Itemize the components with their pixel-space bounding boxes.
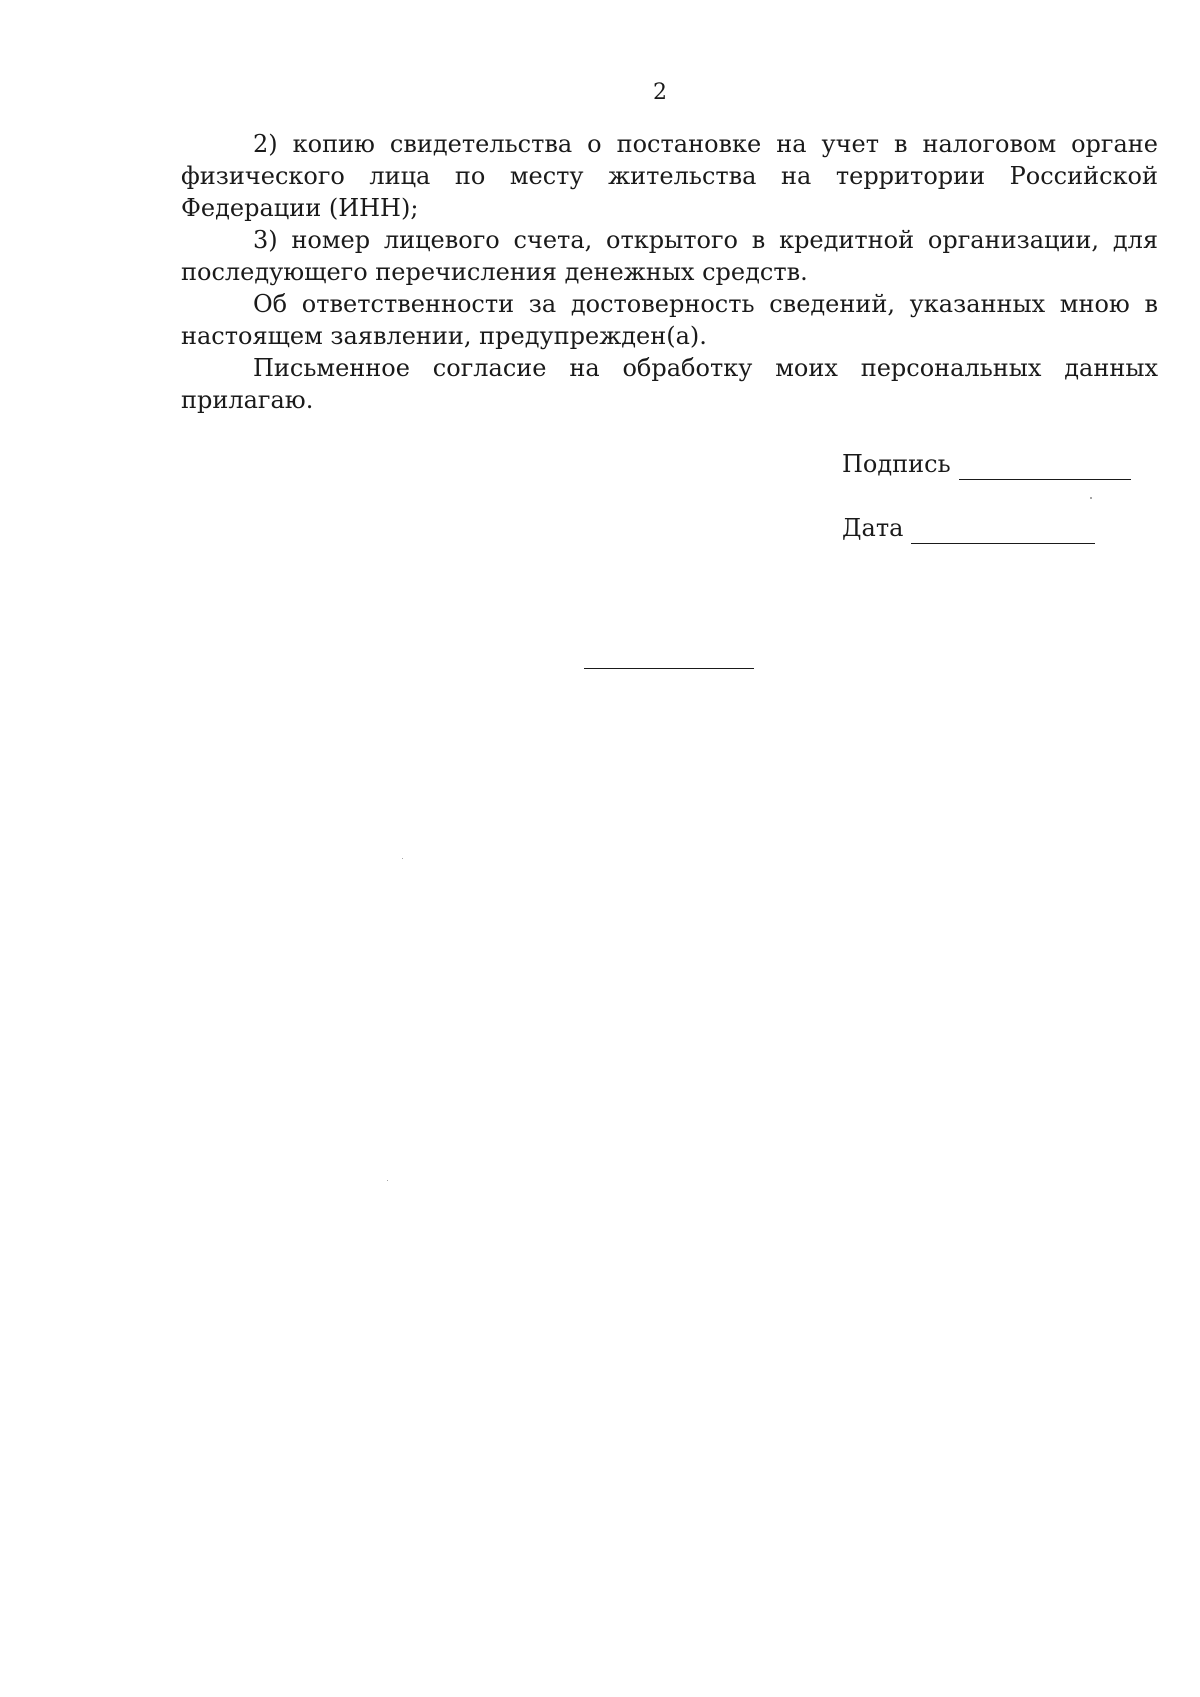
paragraph-account-number: 3) номер лицевого счета, открытого в кредитной организации, для последующего перечисления денежных средств.: [181, 226, 1158, 286]
paragraph-inn-certificate: 2) копию свидетельства о постановке на учет в налоговом органе физического лица по месту жительства на территории Российской Федерации (ИНН);: [181, 130, 1158, 222]
signature-block: [842, 448, 1131, 544]
date-line[interactable]: [911, 521, 1095, 544]
document-body: [181, 128, 1158, 416]
paragraph-responsibility: Об ответственности за достоверность сведений, указанных мною в настоящем заявлении, предупрежден(а).: [181, 290, 1158, 350]
page-number: 2: [653, 80, 667, 105]
paragraph-consent: Письменное согласие на обработку моих персональных данных прилагаю.: [181, 354, 1158, 414]
signature-row: [842, 448, 1131, 480]
scan-speck: [1090, 497, 1092, 499]
end-of-document-rule: [584, 668, 754, 669]
scan-speck: [402, 858, 403, 859]
scan-speck: [387, 1180, 388, 1181]
date-label: Дата: [842, 514, 904, 542]
signature-label: Подпись: [842, 450, 951, 478]
signature-line[interactable]: [959, 457, 1131, 480]
date-row: [842, 512, 1131, 544]
